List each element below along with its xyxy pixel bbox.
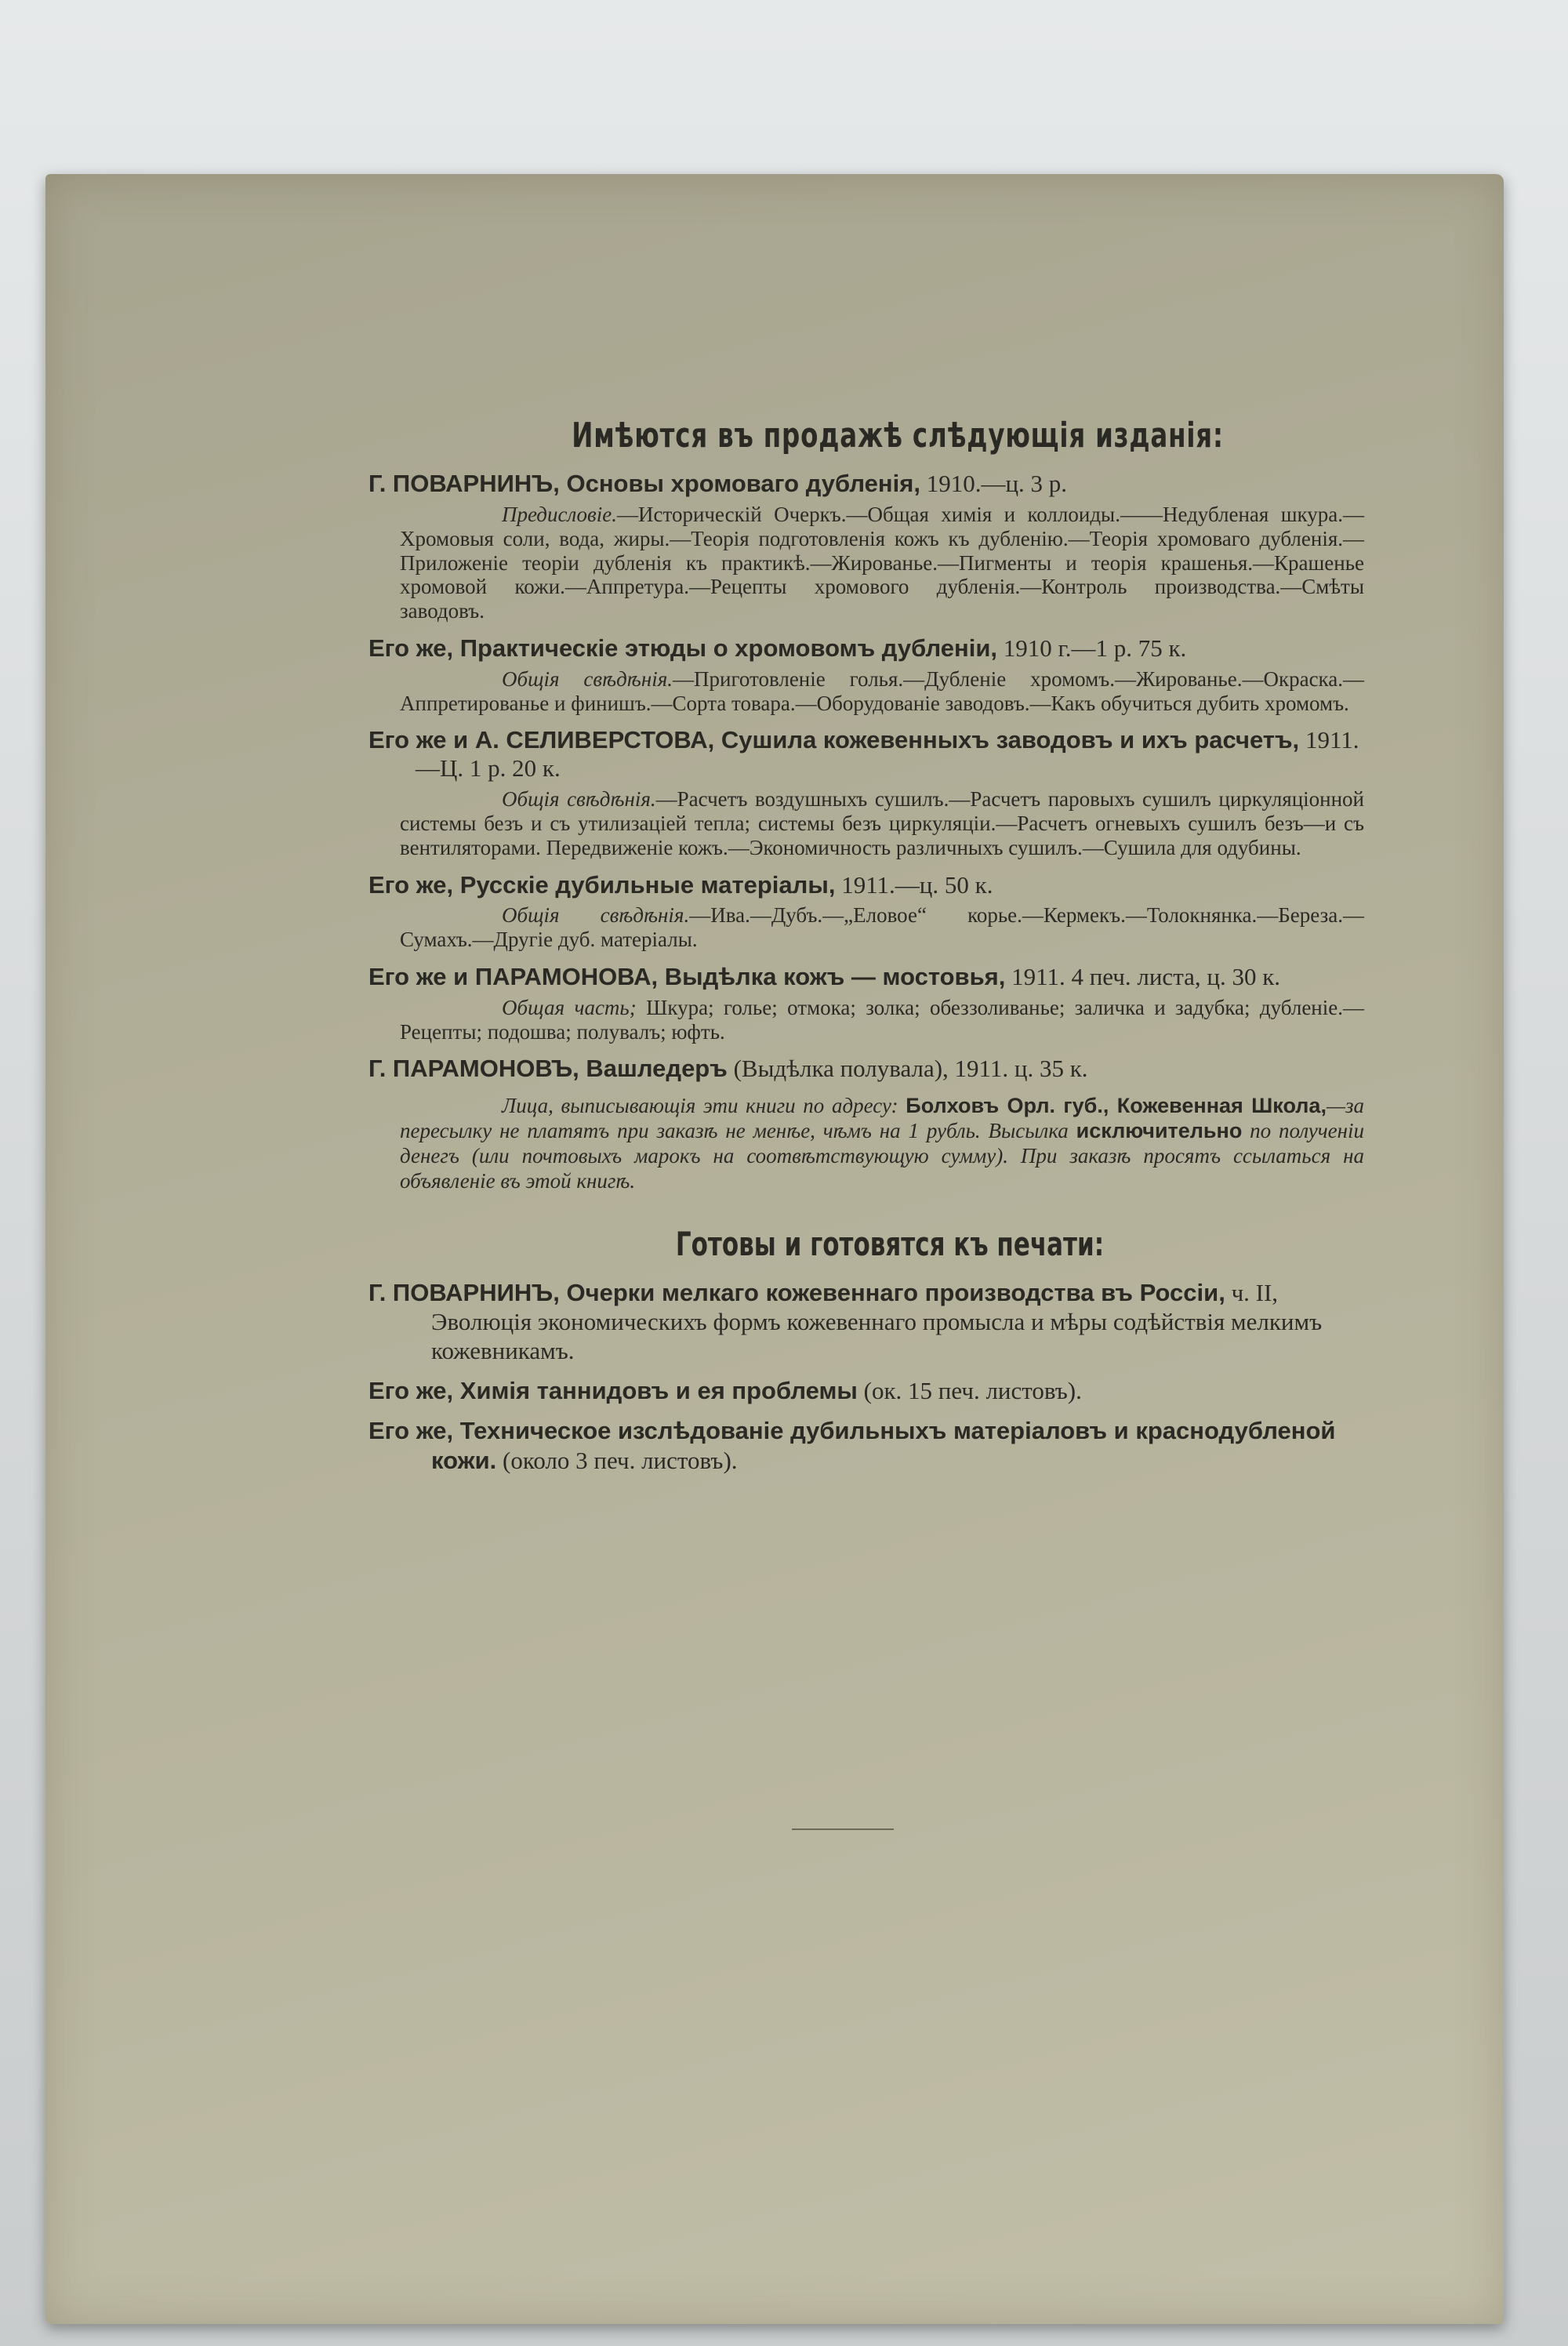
book-entry bbox=[368, 470, 1364, 623]
book-entry bbox=[368, 726, 1364, 859]
upcoming-entry: Г. ПОВАРНИНЪ, Очерки мелкаго кожевеннаго производства въ Россіи, ч. II, Эволюція экономическихъ формъ кожевеннаго промысла и мѣры содѣйствія мелкимъ кожевникамъ. bbox=[368, 1278, 1323, 1364]
book-title: Г. ПАРАМОНОВЪ, Вашледеръ (Выдѣлка полувала), 1911. ц. 35 к. bbox=[368, 1055, 1088, 1083]
book-description: Предисловіе.—Историческій Очеркъ.—Общая химія и коллоиды.——Недубленая шкура.—Хромовыя соли, вода, жиры.—Теорія подготовленія кожъ къ дубленію.—Теорія хромоваго дубленія.—Приложеніе теоріи дубленія къ практикѣ.—Жированье.—Пигменты и теорія крашенья.—Крашенье хромовой кожи.—Аппретура.—Рецепты хромового дубленія.—Контроль производства.—Смѣты заводовъ. bbox=[400, 502, 1364, 623]
book-entry bbox=[368, 634, 1364, 715]
order-note: Лица, выписывающія эти книги по адресу: Болховъ Орл. губ., Кожевенная Школа,—за пересылку не платятъ при заказѣ не менѣе, чѣмъ на 1 рубль. Высылка исключительно по полученіи денегъ (или почтовыхъ марокъ на соотвѣтствующую сумму). При заказѣ просятъ ссылаться на объявленіе въ этой книгѣ. bbox=[400, 1094, 1364, 1193]
book-entry bbox=[368, 1055, 1364, 1083]
divider-rule bbox=[792, 1828, 894, 1830]
book-title: Г. ПОВАРНИНЪ, Основы хромоваго дубленія, 1910.—ц. 3 р. bbox=[368, 470, 1068, 498]
book-description: Общая часть; Шкура; голье; отмока; золка; обеззоливанье; заличка и задубка; дубленіе.—Рецепты; подошва; полувалъ; юфть. bbox=[400, 995, 1364, 1044]
book-entry bbox=[368, 871, 1364, 952]
book-description: Общія свѣдѣнія.—Ива.—Дубъ.—„Еловое“ корье.—Кермекъ.—Толокнянка.—Береза.—Сумахъ.—Другіе дуб. матеріалы. bbox=[400, 903, 1364, 952]
book-title: Его же и ПАРАМОНОВА, Выдѣлка кожъ — мостовья, 1911. 4 печ. листа, ц. 30 к. bbox=[368, 962, 1281, 990]
book-description: Общія свѣдѣнія.—Приготовленіе голья.—Дубленіе хромомъ.—Жированье.—Окраска.—Аппретированье и финишъ.—Сорта товара.—Оборудованіе заводовъ.—Какъ обучиться дубить хромомъ. bbox=[400, 666, 1364, 715]
section-heading-upcoming: Готовы и готовятся къ печати: bbox=[675, 1224, 1105, 1263]
book-title: Его же, Практическіе этюды о хромовомъ дубленіи, 1910 г.—1 р. 75 к. bbox=[368, 634, 1187, 662]
upcoming-entry: Его же, Химія таннидовъ и ея проблемы (ок. 15 печ. листовъ). bbox=[368, 1377, 1082, 1405]
section-heading: Имѣются въ продажѣ слѣдующія изданія: bbox=[572, 416, 1224, 456]
book-entry bbox=[368, 963, 1364, 1044]
book-description: Общія свѣдѣнія.—Расчетъ воздушныхъ сушилъ.—Расчетъ паровыхъ сушилъ циркуляціонной системы безъ и съ утилизаціей тепла; системы безъ циркуляціи.—Расчетъ огневыхъ сушилъ безъ—и съ вентиляторами. Передвиженіе кожъ.—Экономичность различныхъ сушилъ.—Сушила для одубины. bbox=[400, 787, 1365, 859]
book-title: Его же и А. СЕЛИВЕРСТОВА, Сушила кожевенныхъ заводовъ и ихъ расчетъ, 1911.—Ц. 1 р. 20 к. bbox=[368, 726, 1359, 783]
upcoming-entry: Его же, Техническое изслѣдованіе дубильныхъ матеріаловъ и краснодубленой кожи. (около 3 печ. листовъ). bbox=[368, 1417, 1336, 1474]
page-content bbox=[368, 416, 1364, 1486]
book-title: Его же, Русскіе дубильные матеріалы, 1911.—ц. 50 к. bbox=[368, 870, 993, 899]
